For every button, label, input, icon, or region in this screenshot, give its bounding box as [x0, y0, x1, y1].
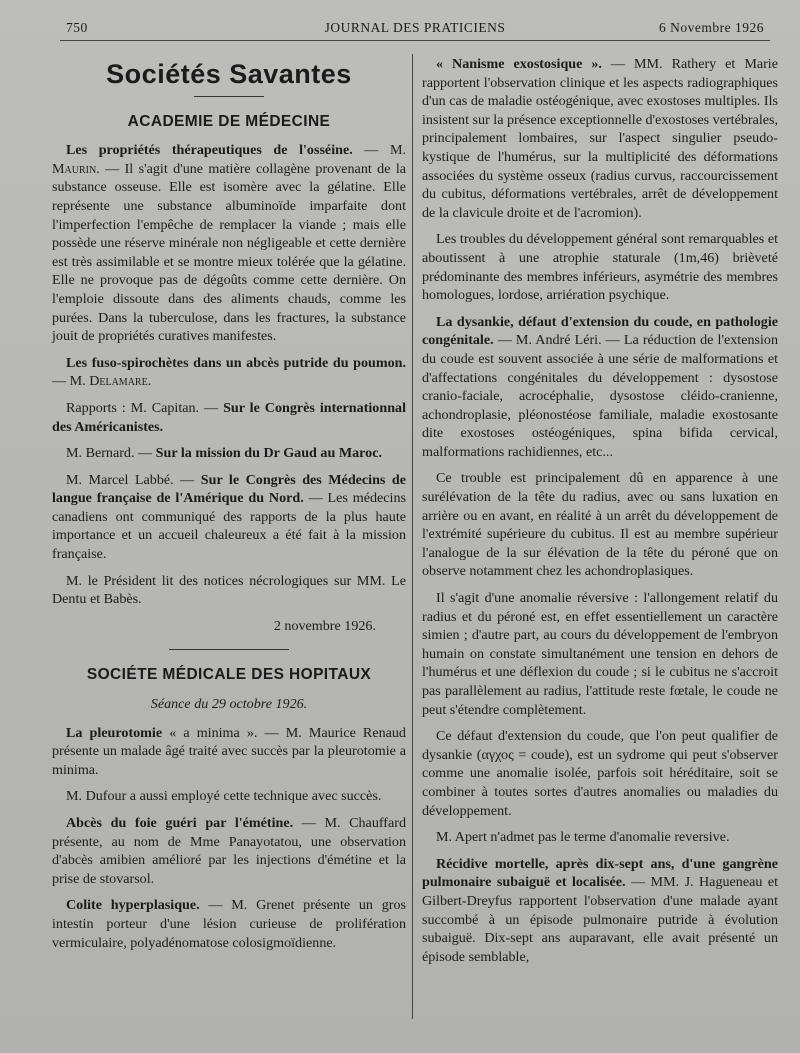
left-column: [52, 55, 406, 960]
article-title: Les fuso-spirochètes dans un abcès putride du poumon.: [66, 354, 406, 371]
article-title: Abcès du foie guéri par l'émétine.: [66, 815, 294, 831]
article-title: La dysankie, défaut d'extension du coude, en pathologie congénitale.: [422, 313, 778, 349]
article-title: Sur le Congrès des Médecins de langue française de l'Amérique du Nord.: [52, 471, 406, 507]
article-recidive: [422, 855, 778, 967]
article-pleurotomie: [52, 724, 406, 780]
article-text: — M. Chauffard présente, au nom de Mme Panayotatou, une observation d'abcès amibien amélioré par les injections d'émétine et la prise de stovarsol.: [52, 815, 406, 887]
article-title: « Nanisme exostosique ».: [436, 56, 602, 72]
article-text: Les troubles du développement général sont remarquables et aboutissent à une atrophie staturale (1m,46) brièveté prédominante des membres inférieurs, asymétrie des membres homologues, lordose, arriération psychique.: [422, 231, 778, 304]
article-text: M. Dufour a aussi employé cette technique avec succès.: [66, 788, 382, 805]
article-apert: [422, 828, 778, 847]
article-text: — MM. J. Hagueneau et Gilbert-Dreyfus rapportent l'observation d'une malade ayant succombé à un épisode pulmonaire putride à évolution subaiguë. Dix-sept ans auparavant, elle avait présenté un épisode semblable,: [422, 874, 778, 965]
article-text: — M. André Léri. — La réduction de l'extension du coude est souvent associée à une série de malformations et d'affectations congénitales du développement : dysostose cranio-faciale, acrocéphalie, dysostose cléido-cranienne, achondroplasie, pléonostéose familiale, maladie exostosante dite exostoses ostéogéniques, spina bifida cervical, malformations rachidiennes, etc...: [422, 332, 778, 460]
article-text: Il s'agit d'une anomalie réversive : l'allongement relatif du radius et du péroné est, en effet essentiellement un caractère simien ; d'autre part, au cours du développement de l'embryon humain on constate simultanément une tension en dehors de l'humérus et une déflexion du coude ; si le cubitus ne s'accroit pas parallèlement au radius, l'attitude reste fœtale, le coude ne peut s'étendre complètement.: [422, 590, 778, 718]
article-text: Il s'agit d'une matière collagène provenant de la substance osseuse. Elle est isomère avec la gélatine. Elle représente une substance albuminoïde imparfaite dont l'imperfection l'empêche de remplacer la viande ; mais elle possède une réserve minérale non négligeable et cette dernière est très assimilable et se montre mieux tolérée que la gélatine. Elle ne provoque pas de dégoûts comme cette dernière. On l'emploie dissoute dans des aliments chauds, comme les purées. Dans la tuberculose, dans les fractures, la substance jouit de propriétés curatives manifestes.: [52, 160, 407, 345]
article-anomalie: [422, 589, 778, 719]
issue-date: 6 Novembre 1926: [659, 20, 764, 35]
author: Rapports : M. Capitan. —: [66, 399, 219, 416]
hopitaux-heading: SOCIÉTE MÉDICALE DES HOPITAUX: [86, 666, 372, 684]
journal-title: JOURNAL DES PRATICIENS: [324, 20, 506, 35]
article-title: Les propriétés thérapeutiques de l'osséine.: [66, 142, 353, 159]
article-title: Sur le Congrès internationnal des Américanistes.: [52, 399, 406, 435]
article-notices: [52, 572, 406, 609]
article-text: Ce trouble est principalement dû en apparence à une surélévation de la tête du radius, avec ou sans luxation en arrière ou en avant, en réalité à un arrêt du développement de l'extrémité supérieure du cubitus. Il est au membre supérieur l'analogue de la sur élévation de la tête du péroné que on observe notamment chez les achondroplasiques.: [422, 470, 778, 580]
article-troubles: [422, 230, 778, 304]
article-title: Sur la mission du Dr Gaud au Maroc.: [155, 445, 382, 462]
article-text: M. Apert n'admet pas le terme d'anomalie reversive.: [436, 829, 730, 846]
title-rule: [194, 96, 264, 97]
right-column: [422, 55, 778, 974]
article-fuso: [52, 354, 406, 391]
article-congres: [52, 471, 406, 564]
article-text: — Les médecins canadiens ont communiqué des rapports de la plus haute importance et un accueil chaleureux a été fait à la mission française.: [52, 490, 406, 563]
author: M. Marcel Labbé. —: [66, 471, 195, 488]
author: — M. Delamare.: [52, 373, 152, 390]
section-separator: [169, 649, 289, 650]
article-text: « a minima ». — M. Maurice Renaud présente un malade âgé traité avec succès par la pleurotomie a minima.: [52, 724, 406, 778]
article-nanisme: [422, 55, 778, 222]
article-title: Colite hyperplasique.: [66, 897, 200, 914]
article-trouble-radius: [422, 469, 778, 581]
article-text: Ce défaut d'extension du coude, que l'on peut qualifier de dysankie (αγχος = coude), est un sydrome qui peut s'observer comme une anomalie isolée, parfois soit héréditaire, soit se combiner à toutes sortes d'autres anomalies ou maladies du développement.: [422, 728, 778, 819]
article-colite: [52, 896, 406, 952]
article-dysankie: [422, 313, 778, 462]
academie-heading: ACADEMIE DE MÉDECINE: [127, 112, 331, 130]
article-americanistes: [52, 399, 406, 436]
article-dufour: [52, 787, 406, 806]
article-abces: [52, 814, 406, 888]
author: M. Maurin.: [52, 142, 406, 177]
seance-date: Séance du 29 octobre 1926.: [150, 696, 308, 713]
running-header: [62, 20, 768, 40]
column-rule: [412, 54, 413, 1019]
article-text: M. le Président lit des notices nécrologiques sur MM. Le Dentu et Babès.: [52, 572, 406, 608]
meeting-date: 2 novembre 1926.: [273, 617, 376, 634]
author: M. Bernard. —: [66, 445, 153, 462]
article-maroc: [52, 444, 406, 463]
article-title: Récidive mortelle, après dix-sept ans, d'une gangrène pulmonaire subaiguë et localisée.: [422, 855, 778, 891]
article-text: — M. Grenet présente un gros intestin porteur d'une lésion curieuse de prolifération vermiculaire, polyadénomatose colosigmoïdienne.: [52, 897, 407, 951]
page-number: 750: [66, 20, 88, 35]
article-osseine: Les propriétés thérapeutiques de l'osséine. — M. Maurin. — Il s'agit d'une matière collagène provenant de la substance osseuse. Elle est isomère avec la gélatine. Elle représente une substance albuminoïde imparfaite dont l'imperfection l'empêche de remplacer la viande ; mais elle possède une réserve minérale non négligeable et cette dernière est très assimilable et se montre mieux tolérée que la gélatine. Elle ne provoque pas de dégoûts comme cette dernière. On l'emploie dissoute dans des aliments chauds, comme les purées. Dans la tuberculose, dans les fractures, la substance jouit de propriétés curatives manifestes.: [52, 142, 407, 345]
article-text: — MM. Rathery et Marie rapportent l'observation clinique et les aspects radiographiques d'un cas de maladie ostéogénique, avec exostoses multiples. Ils insistent sur la présence exceptionnelle d'exostoses vertébrales, principalement lombaires, sur l'aspect singulier pseudo-kystique de l'humérus, sur la multiplicité des déformations associées du système osseux (radius curvus, raccourcissement du cubitus, déformations vertébrales, arrêt de développement de la clavicule droite et de l'acromion).: [422, 56, 778, 221]
article-title: La pleurotomie: [66, 724, 163, 741]
article-defaut: [422, 727, 778, 820]
header-rule: [60, 40, 770, 41]
section-title: Sociétés Savantes: [106, 59, 352, 89]
